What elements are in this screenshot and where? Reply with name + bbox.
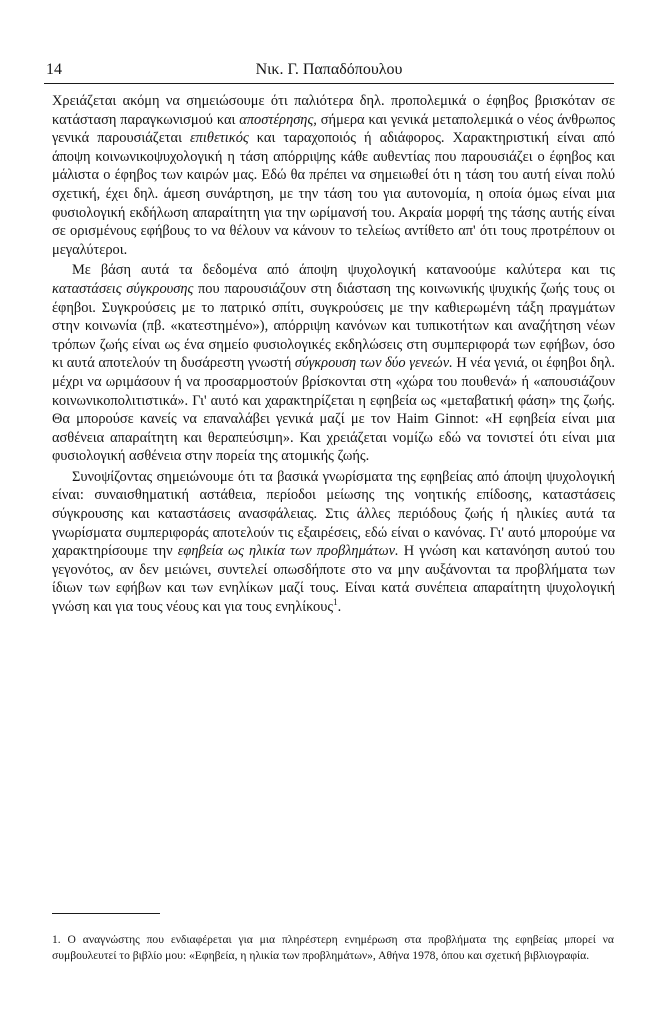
body-text — [52, 92, 615, 617]
paragraph-3 — [52, 468, 615, 617]
text-run: που παρουσιάζουν στη διάσταση της κοινωνικής ψυχικής ζωής τους οι έφηβοι. Συγκρούσεις με το πατρικό σπίτι, συγκρούσεις με την καθιερωμένη τάξη πραγμάτων στην κοινωνία (πβ. «κατεστημένο»), απόρριψη κανόνων και τυπικοτήτων και αναζήτηση νέων τρόπων ζωής είναι ως ένα σημείο φυσιολογικές εκδηλώσεις στη συμπεριφορά των εφήβων, όσο κι αυτά αποτελούν τη δυσάρεστη γνωστή — [52, 280, 616, 372]
footnote: 1. Ο αναγνώστης που ενδιαφέρεται για μια πληρέστερη ενημέρωση στα προβλήματα της εφηβείας μπορεί να συμβουλευτεί το βιβλίο μου: «Εφηβεία, η ηλικία των προβλημάτων», Αθήνα 1978, όπου και σχετική βιβλιογραφία. — [52, 933, 614, 962]
paragraph-1 — [52, 92, 615, 259]
text-run: Με βάση αυτά τα δεδομένα από άποψη ψυχολογική κατανοούμε καλύτερα και τις — [72, 262, 615, 279]
text-run: . — [337, 599, 342, 616]
running-head: Νικ. Γ. Παπαδόπουλου — [255, 61, 403, 78]
italic-phrase: καταστάσεις σύγκρουσης — [52, 280, 194, 297]
italic-phrase: επιθετικός — [190, 130, 249, 147]
text-run: και ταραχοποιός ή αδιάφορος. Χαρακτηριστική είναι από άποψη κοινωνικοψυχολογική η τάση απόρριψης κάθε αυθεντίας που παρουσιάζει ο έφηβος και μάλιστα ο έφηβος των καιρών μας. Εδώ θα πρέπει να σημειωθεί ότι η τάση του αυτή είναι πολύ σχετική, έχει δηλ. άμεση συνάρτηση, με την τάση του για αυτονομία, η οποία όμως είναι μια φυσιολογική εκδήλωση απαραίτητη για την ωρίμανσή του. Ακραία μορφή της τάσης αυτής είναι σε ορισμένους εφήβους το να θέλουν να κάνουν το τελείως αντίθετο απ' ότι τους προτρέπουν οι μεγαλύτεροι. — [52, 130, 615, 258]
text-run: Χρειάζεται ακόμη να σημειώσουμε ότι παλιότερα δηλ. προπολεμικά ο έφηβος βρισκόταν σε κατάσταση παραγκωνισμού και — [52, 93, 615, 128]
italic-phrase: σύγκρουση των δύο γενεών. — [294, 355, 453, 372]
text-run: σήμερα και γενικά μεταπολεμικά ο νέος άνθρωπος γενικά παρουσιάζεται — [52, 111, 615, 147]
text-run: Συνοψίζοντας σημειώνουμε ότι τα βασικά γνωρίσματα της εφηβείας από άποψη ψυχολογική είναι: συναισθηματική αστάθεια, περίοδοι μείωσης της νοητικής επίδοσης, καταστάσεις σύγκρουσης και καταστάσεις ανασφάλειας. Στις άλλες περιόδους ζωής ή ηλικίες αυτά τα γνωρίσματα συμπεριφοράς αποτελούν τις εξαιρέσεις, εδώ είναι ο κανόνας. Γι' αυτό μπορούμε να χαρακτηρίσουμε την — [52, 468, 615, 560]
text-run: Η γνώση και κατανόηση αυτού του γεγονότος, αν δεν μειώνει, συντελεί οπωσδήποτε στο να μην αυξάνονται τα προβλήματα των ίδιων των εφήβων και των ενηλίκων μαζί τους. Είναι κατά συνέπεια απαραίτητη ψυχολογική γνώση και για τους νέους και για τους ενηλίκους — [52, 543, 615, 616]
page-header — [44, 61, 614, 84]
italic-phrase: εφηβεία ως ηλικία των προβλημάτων. — [177, 543, 399, 560]
footnote-ref: 1 — [333, 597, 338, 608]
page-number: 14 — [46, 61, 62, 78]
footnote-divider — [52, 913, 160, 914]
italic-phrase: αποστέρησης, — [239, 111, 317, 128]
paragraph-2 — [52, 261, 615, 466]
text-run: Η νέα γενιά, οι έφηβοι δηλ. μέχρι να ωριμάσουν ή να προσαρμοστούν βρίσκονται στη «χώρα του πουθενά» ή «απουσιάζουν κοινωνικοπολιτιστικά». Γι' αυτό και χαρακτηρίζεται η εφηβεία ως «μεταβατική φάση» της ζωής. Θα μπορούσε κανείς να επαναλάβει γενικά μαζί με τον Haim Ginnot: «Η εφηβεία είναι μια ασθένεια απαραίτητη και θεραπεύσιμη». Και χρειάζεται νομίζω εδώ να τονιστεί ότι είναι μια φυσιολογική ασθένεια στην πορεία της ατομικής ζωής. — [52, 355, 615, 465]
